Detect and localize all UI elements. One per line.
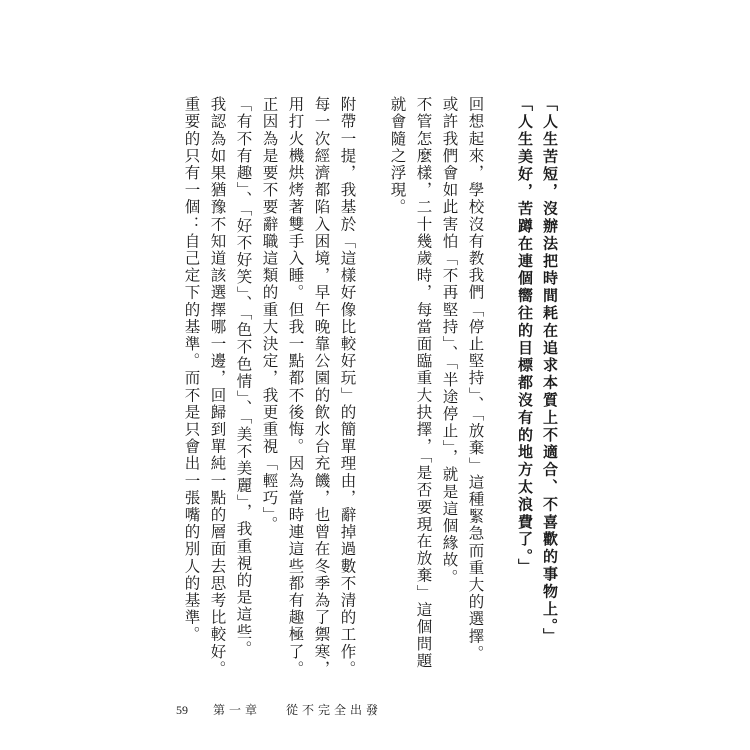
paragraph-line: 用打火機烘烤著雙手入睡。但我一點都不後悔。因為當時連這些都有趣極了。	[286, 96, 305, 678]
page-number: 59	[176, 703, 188, 717]
paragraph-line: 正因為是要不要辭職這類的重大決定，我更重視「輕巧」。	[260, 96, 279, 533]
paragraph-line: 我認為如果猶豫不知道該選擇哪一邊，回歸到單純一點的層面去思考比較好。	[208, 96, 227, 678]
paragraph-line: 就會隨之浮現。	[388, 96, 407, 216]
paragraph-line: 「有不有趣」、「好不好笑」、「色不色情」、「美不美麗」，我重視的是這些。	[234, 96, 253, 658]
paragraph-line: 不管怎麼樣，二十幾歲時，每當面臨重大抉擇，「是否要現在放棄」這個問題	[414, 96, 433, 670]
quote-line-2: 「人生美好，苦蹲在連個嚮往的目標都沒有的地方太浪費了。」	[516, 96, 534, 576]
chapter-label: 第一章	[213, 703, 262, 717]
paragraph-line: 重要的只有一個：自己定下的基準。而不是只會出一張嘴的別人的基準。	[182, 96, 201, 644]
quote-line-1: 「人生苦短，沒辦法把時間耗在追求本質上不適合、不喜歡的事物上。」	[541, 96, 559, 646]
paragraph-line: 每一次經濟都陷入困境，早午晚靠公園的飲水台充饑，也曾在冬季為了禦寒，	[312, 96, 331, 678]
page-footer	[176, 701, 404, 718]
chapter-title: 從不完全出發	[286, 703, 383, 717]
paragraph-line: 附帶一提，我基於「這樣好像比較好玩」的簡單理由，辭掉過數不清的工作。	[338, 96, 357, 678]
paragraph-line: 回想起來，學校沒有教我們「停止堅持」、「放棄」這種緊急而重大的選擇。	[466, 96, 485, 662]
paragraph-line: 或許我們會如此害怕「不再堅持」、「半途停止」，就是這個緣故。	[440, 96, 459, 586]
